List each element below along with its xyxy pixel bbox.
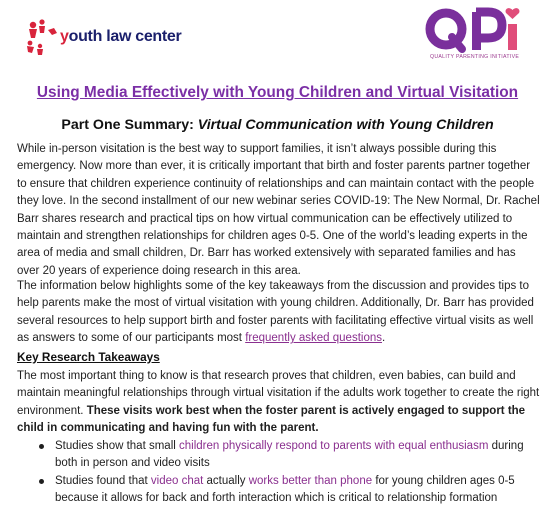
takeaways-list <box>17 438 541 508</box>
bullet-highlight: children physically respond to parents with equal enthusiasm <box>179 440 489 452</box>
bullet-highlight: works better than phone <box>248 474 373 487</box>
subtitle-label: Part One Summary: <box>61 117 198 133</box>
bullet-text: actually <box>203 474 249 487</box>
list-item <box>17 438 541 473</box>
wordmark-rest: outh law center <box>68 28 182 45</box>
bullet-text: Studies show that small <box>55 440 180 452</box>
document-subtitle <box>0 117 555 133</box>
bullet-text: Studies found that <box>55 474 151 487</box>
qpi-tagline: QUALITY PARENTING INITIATIVE <box>430 54 520 60</box>
faq-link[interactable]: frequently asked questions <box>245 332 382 345</box>
info-text: The information below highlights some of the key takeaways from the discussion and provides tips to help parents make the most of virtual visitation with young children. Additionally, Dr. Barr has provided several resources to help support birth and foster parents with facilitating effective virtual visits as well as answers to some of our participants most <box>17 280 534 345</box>
bullet-icon <box>39 444 44 449</box>
intro-paragraph: While in-person visitation is the best way to support families, it isn’t always possible during this emergency. Now more than ever, it is critically important that birth and foster parents partner together to ensure that children experience continuity of relationships and can maintain contact with the people they love. In the second installment of our new webinar series COVID-19: The New Normal, Dr. Rachel Barr shares research and practical tips on how virtual communication can be effectively utilized to maintain and strengthen relationships for children ages 0-5. One of the world’s leading experts in the area of media and small children, Dr. Barr has worked extensively with separated families and has over 20 years of experience doing research in this area. <box>17 143 540 277</box>
wordmark-y: y <box>60 28 69 45</box>
subtitle-topic: Virtual Communication with Young Children <box>197 117 494 133</box>
bullet-text: for young children ages 0-5 because it allows for back and forth interaction which is critical to relationship formation <box>55 474 515 505</box>
info-paragraph <box>17 278 541 348</box>
document-header <box>0 0 555 72</box>
youth-law-center-logo <box>24 16 182 56</box>
figures-icon <box>24 16 64 56</box>
section-heading: Key Research Takeaways <box>17 350 160 364</box>
document-title: Using Media Effectively with Young Children and Virtual Visitation <box>36 84 519 101</box>
qpi-logo <box>420 4 530 68</box>
info-period: . <box>382 332 386 345</box>
bullet-highlight: video chat <box>150 474 204 487</box>
qpi-letters-icon <box>424 4 528 54</box>
bullet-text: during both in person and video visits <box>55 440 524 470</box>
research-emphasis: These visits work best when the foster parent is actively engaged to support the child in communicating and having fun with the parent. <box>17 404 526 435</box>
research-text: The most important thing to know is that research proves that children, even babies, can build and maintain meaningful relationships through virtual visitation if the adults work together to create the right environment. <box>17 370 540 417</box>
youth-law-center-wordmark <box>60 28 181 46</box>
list-item <box>17 473 541 508</box>
bullet-icon <box>39 479 44 484</box>
research-paragraph <box>17 368 541 438</box>
